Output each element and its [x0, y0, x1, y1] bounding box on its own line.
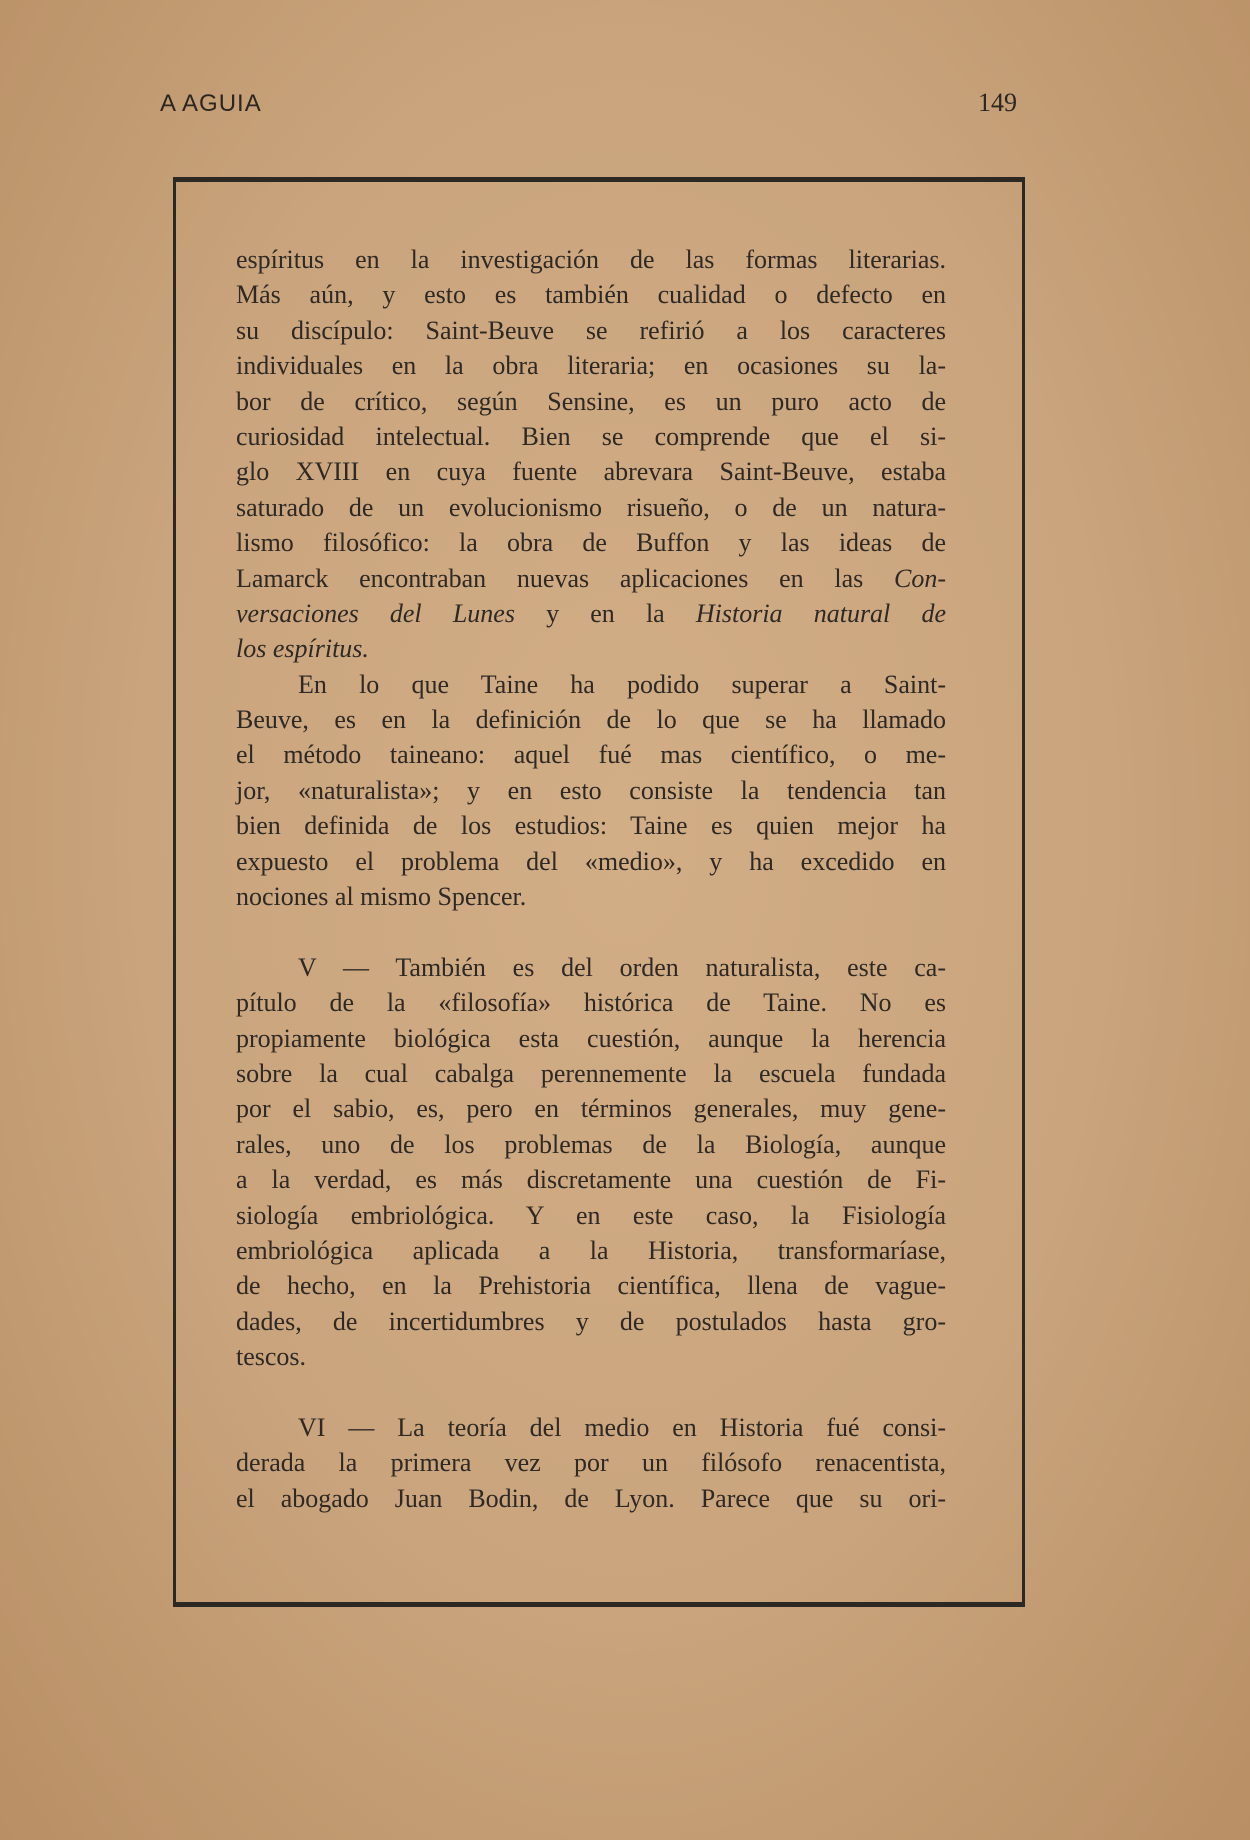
text-line: saturado de un evolucionismo risueño, o de un natura- [236, 492, 946, 522]
text-line: de hecho, en la Prehistoria científica, llena de vague- [236, 1271, 946, 1301]
section-v-first-line: V — También es del orden naturalista, este ca- [298, 952, 946, 982]
text-line [236, 596, 946, 631]
book-title-italic: los espíritus. [236, 634, 369, 664]
text-line: derada la primera vez por un filósofo renacentista, [236, 1448, 946, 1478]
section-vi-first-line: VI — La teoría del medio en Historia fué consi- [298, 1412, 946, 1442]
text-line: Beuve, es en la definición de lo que se ha llamado [236, 705, 946, 735]
text-line: a la verdad, es más discretamente una cuestión de Fi- [236, 1165, 946, 1195]
text-line: individuales en la obra literaria; en ocasiones su la- [236, 351, 946, 381]
text-line: el método taineano: aquel fué mas científico, o me- [236, 740, 946, 770]
text-line: propiamente biológica esta cuestión, aunque la herencia [236, 1023, 946, 1053]
text-line: bien definida de los estudios: Taine es quien mejor ha [236, 811, 946, 841]
paragraph-gap [236, 914, 946, 949]
text-line: por el sabio, es, pero en términos generales, muy gene- [236, 1094, 946, 1124]
paragraph-gap [236, 1375, 946, 1410]
text-line: lismo filosófico: la obra de Buffon y las ideas de [236, 528, 946, 558]
text-line: pítulo de la «filosofía» histórica de Taine. No es [236, 988, 946, 1018]
text-run: y en la [514, 598, 696, 628]
book-title-italic: Historia natural de [695, 598, 946, 628]
text-line: embriológica aplicada a la Historia, transformaríase, [236, 1235, 946, 1265]
book-title-italic: Con- [894, 563, 946, 593]
text-line [236, 561, 946, 596]
running-header-title: A AGUIA [160, 90, 262, 117]
text-line: rales, uno de los problemas de la Biología, aunque [236, 1129, 946, 1159]
text-line: el abogado Juan Bodin, de Lyon. Parece que su ori- [236, 1483, 946, 1513]
text-line: nociones al mismo Spencer. [236, 882, 527, 912]
book-title-italic: versaciones del Lunes [236, 598, 515, 628]
text-line: jor, «naturalista»; y en esto consiste la tendencia tan [236, 775, 946, 805]
text-line: sobre la cual cabalga perennemente la escuela fundada [236, 1058, 946, 1088]
text-line [236, 631, 946, 666]
body-text [236, 242, 946, 1516]
text-line: su discípulo: Saint-Beuve se refirió a los caracteres [236, 315, 946, 345]
text-line: expuesto el problema del «medio», y ha excedido en [236, 846, 946, 876]
text-line: bor de crítico, según Sensine, es un puro acto de [236, 386, 946, 416]
text-line: glo XVIII en cuya fuente abrevara Saint-Beuve, estaba [236, 457, 946, 487]
text-line: siología embriológica. Y en este caso, la Fisiología [236, 1200, 946, 1230]
text-line: espíritus en la investigación de las formas literarias. [236, 245, 946, 274]
text-line: curiosidad intelectual. Bien se comprende que el si- [236, 421, 946, 451]
text-line: tescos. [236, 1342, 307, 1372]
paragraph-first-line: En lo que Taine ha podido superar a Saint- [298, 669, 946, 699]
text-line: Más aún, y esto es también cualidad o defecto en [236, 280, 946, 310]
text-run: Lamarck encontraban nuevas aplicaciones en las [236, 563, 894, 593]
text-line: dades, de incertidumbres y de postulados hasta gro- [236, 1306, 946, 1336]
page-number: 149 [978, 88, 1017, 117]
